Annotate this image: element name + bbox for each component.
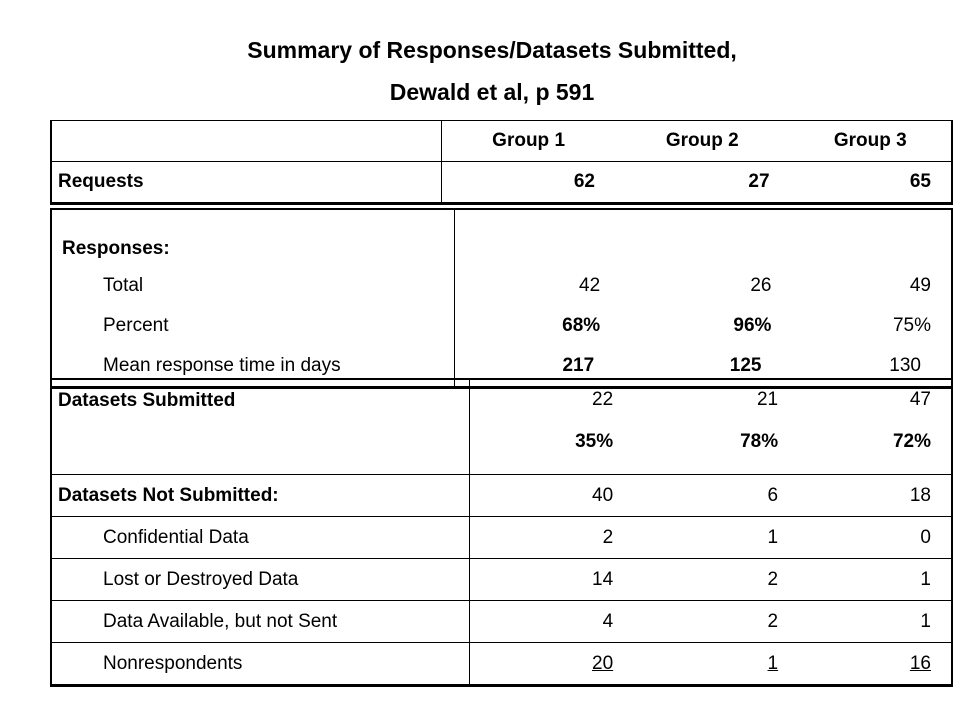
nonrespondents-group-2: 1 <box>633 643 798 686</box>
submitted-group-1-percent: 35% <box>575 431 614 452</box>
nonrespondents-row <box>51 643 952 686</box>
confidential-data-row <box>51 517 952 559</box>
confidential-data-group-2: 1 <box>633 517 798 559</box>
submitted-group-2-count: 21 <box>756 389 779 410</box>
responses-percent-group-1: 68% <box>562 315 601 336</box>
not-submitted-group-1: 40 <box>469 475 633 517</box>
datasets-submitted-label: Datasets Submitted <box>51 379 469 475</box>
header-blank-cell <box>51 121 442 162</box>
responses-total-group-3: 49 <box>909 275 931 296</box>
datasets-submitted-row <box>51 379 952 475</box>
responses-heading: Responses: <box>51 209 454 266</box>
data-available-not-sent-group-2: 2 <box>633 601 798 643</box>
header-group-1: Group 1 <box>492 130 566 151</box>
responses-percent-group-2: 96% <box>733 315 772 336</box>
requests-row <box>51 162 952 204</box>
responses-percent-group-3: 75% <box>892 315 931 336</box>
responses-mean-time-group-2: 125 <box>729 355 762 376</box>
lost-destroyed-data-group-1: 14 <box>469 559 633 601</box>
header-group-2: Group 2 <box>665 130 739 151</box>
confidential-data-group-1: 2 <box>469 517 633 559</box>
lost-destroyed-data-group-3: 1 <box>798 559 952 601</box>
title-line-1: Summary of Responses/Datasets Submitted, <box>247 37 737 63</box>
responses-percent-label: Percent <box>51 306 454 346</box>
not-submitted-label: Datasets Not Submitted: <box>51 475 469 517</box>
submitted-group-2-percent: 78% <box>740 431 779 452</box>
responses-heading-row <box>51 209 952 266</box>
responses-total-label: Total <box>51 266 454 306</box>
data-available-not-sent-label: Data Available, but not Sent <box>51 601 469 643</box>
requests-table <box>50 120 953 205</box>
submitted-group-3-count: 47 <box>909 389 931 410</box>
data-available-not-sent-row <box>51 601 952 643</box>
header-group-3: Group 3 <box>833 130 907 151</box>
not-submitted-group-3: 18 <box>798 475 952 517</box>
responses-mean-time-group-3: 130 <box>889 355 921 376</box>
responses-mean-time-group-1: 217 <box>562 355 595 376</box>
responses-total-group-2: 26 <box>750 275 772 296</box>
datasets-submitted-group-2 <box>633 379 798 475</box>
responses-percent-row <box>51 306 952 346</box>
requests-group-3: 65 <box>790 162 952 204</box>
data-available-not-sent-group-3: 1 <box>798 601 952 643</box>
nonrespondents-label: Nonrespondents <box>51 643 469 686</box>
responses-table <box>50 208 953 389</box>
submitted-group-3-percent: 72% <box>892 431 931 452</box>
title-line-2: Dewald et al, p 591 <box>389 79 595 105</box>
responses-total-row <box>51 266 952 306</box>
requests-group-1: 62 <box>442 162 615 204</box>
data-available-not-sent-group-1: 4 <box>469 601 633 643</box>
nonrespondents-group-1: 20 <box>469 643 633 686</box>
datasets-table <box>50 378 953 687</box>
datasets-submitted-group-3 <box>798 379 952 475</box>
datasets-submitted-group-1 <box>469 379 633 475</box>
lost-destroyed-data-row <box>51 559 952 601</box>
nonrespondents-group-3: 16 <box>798 643 952 686</box>
confidential-data-group-3: 0 <box>798 517 952 559</box>
lost-destroyed-data-label: Lost or Destroyed Data <box>51 559 469 601</box>
datasets-not-submitted-row <box>51 475 952 517</box>
header-row <box>51 121 952 162</box>
not-submitted-group-2: 6 <box>633 475 798 517</box>
lost-destroyed-data-group-2: 2 <box>633 559 798 601</box>
responses-total-group-1: 42 <box>579 275 601 296</box>
confidential-data-label: Confidential Data <box>51 517 469 559</box>
requests-group-2: 27 <box>615 162 790 204</box>
requests-label: Requests <box>51 162 442 204</box>
responses-mean-time-label: Mean response time in days <box>51 346 454 388</box>
submitted-group-1-count: 22 <box>592 389 614 410</box>
